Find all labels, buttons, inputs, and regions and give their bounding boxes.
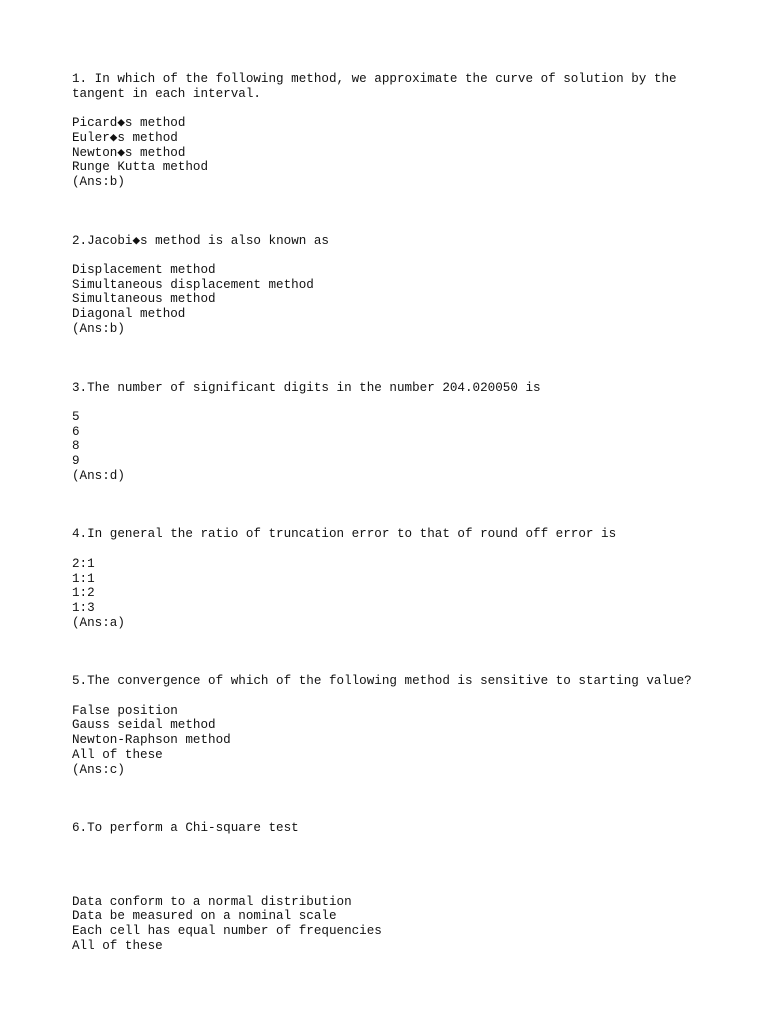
option-d: 1:3: [72, 600, 95, 615]
option-a: 5: [72, 409, 80, 424]
answer-key: (Ans:b): [72, 321, 125, 336]
question-stem: 5.The convergence of which of the following method is sensitive to starting value?: [72, 674, 692, 689]
question-2: [72, 234, 712, 337]
question-3: [72, 381, 712, 484]
answer-key: (Ans:a): [72, 615, 125, 630]
question-6: [72, 821, 712, 953]
question-stem: 2.Jacobi◆s method is also known as: [72, 233, 329, 248]
option-d: All of these: [72, 938, 163, 953]
option-c: 1:2: [72, 586, 95, 601]
blank-space: [72, 851, 712, 895]
option-d: Runge Kutta method: [72, 160, 209, 175]
option-a: False position: [72, 703, 178, 718]
option-a: Data conform to a normal distribution: [72, 894, 352, 909]
option-b: Simultaneous displacement method: [72, 277, 314, 292]
question-stem: 6.To perform a Chi-square test: [72, 821, 299, 836]
answer-key: (Ans:c): [72, 762, 125, 777]
question-stem: 1. In which of the following method, we approximate the curve of solution by the tangent in each interval.: [72, 72, 685, 101]
option-c: Simultaneous method: [72, 292, 216, 307]
document-page: [72, 72, 712, 997]
option-c: Newton◆s method: [72, 145, 186, 160]
option-b: Gauss seidal method: [72, 718, 216, 733]
question-1: [72, 72, 712, 190]
question-stem: 3.The number of significant digits in the number 204.020050 is: [72, 380, 541, 395]
option-b: Euler◆s method: [72, 130, 178, 145]
option-b: 6: [72, 424, 80, 439]
option-d: All of these: [72, 747, 163, 762]
answer-key: (Ans:d): [72, 468, 125, 483]
option-b: Data be measured on a nominal scale: [72, 909, 337, 924]
option-c: Newton-Raphson method: [72, 733, 231, 748]
option-c: 8: [72, 439, 80, 454]
question-4: [72, 527, 712, 630]
option-a: 2:1: [72, 556, 95, 571]
option-c: Each cell has equal number of frequencies: [72, 924, 382, 939]
question-stem: 4.In general the ratio of truncation error to that of round off error is: [72, 527, 617, 542]
option-d: 9: [72, 454, 80, 469]
answer-key: (Ans:b): [72, 174, 125, 189]
option-d: Diagonal method: [72, 307, 186, 322]
option-a: Picard◆s method: [72, 116, 186, 131]
option-b: 1:1: [72, 571, 95, 586]
question-5: [72, 674, 712, 777]
option-a: Displacement method: [72, 263, 216, 277]
